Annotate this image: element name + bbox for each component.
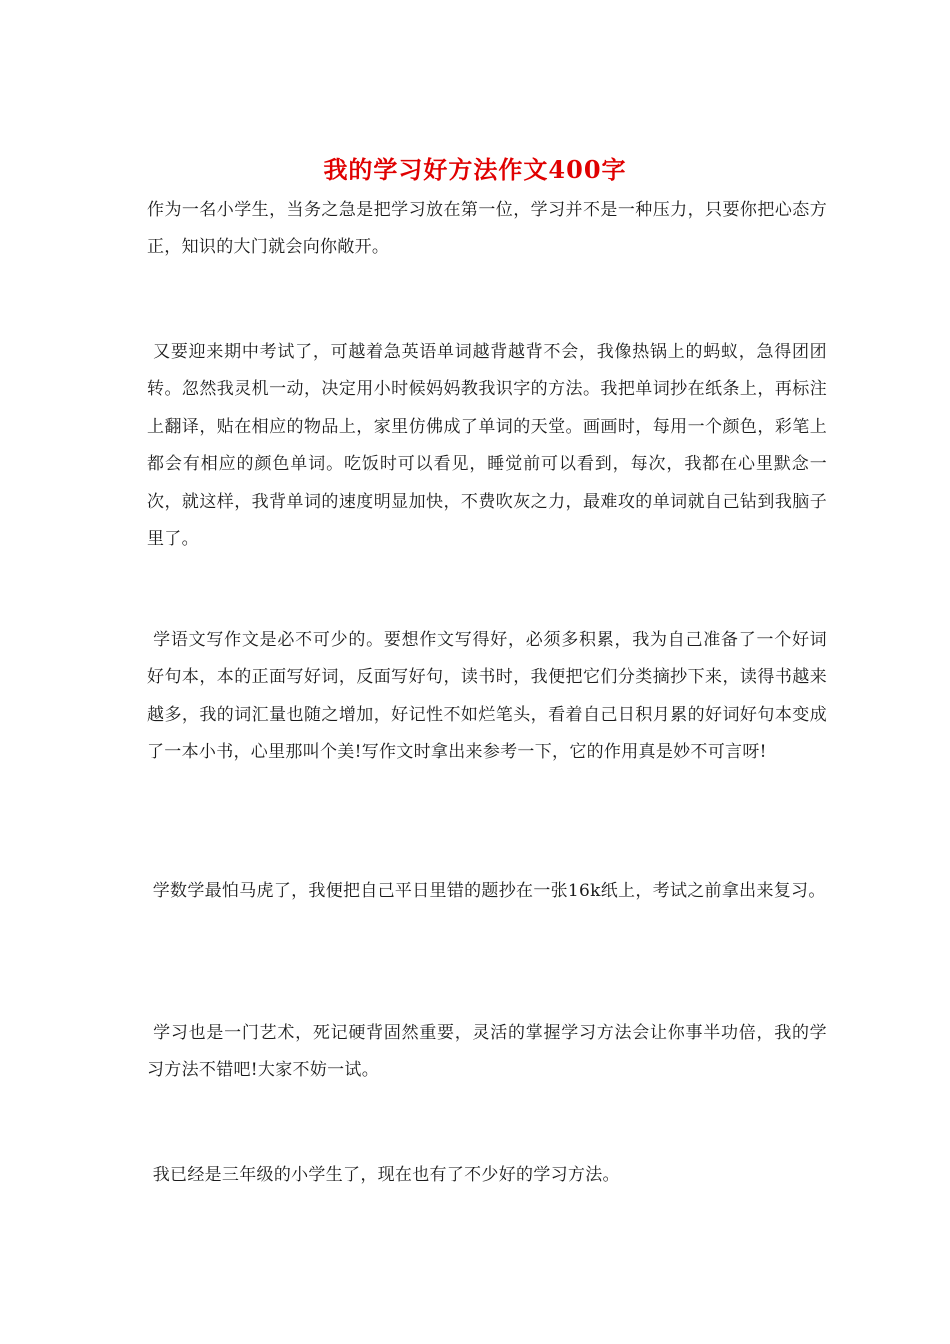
paragraph-intro: 作为一名小学生，当务之急是把学习放在第一位，学习并不是一种压力，只要你把心态方正，知识的大门就会向你敞开。 xyxy=(147,200,827,258)
paragraph-art: 学习也是一门艺术，死记硬背固然重要，灵活的掌握学习方法会让你事半功倍，我的学习方法不错吧!大家不妨一试。 xyxy=(147,1023,827,1081)
paragraph-closing: 我已经是三年级的小学生了，现在也有了不少好的学习方法。 xyxy=(147,1165,620,1185)
paragraph-chinese: 学语文写作文是必不可少的。要想作文写得好，必须多积累，我为自己准备了一个好词好句本，本的正面写好词，反面写好句，读书时，我便把它们分类摘抄下来，读得书越来越多，我的词汇量也随之增加，好记性不如烂笔头，看着自己日积月累的好词好句本变成了一本小书，心里那叫个美!写作文时拿出来参考一下，它的作用真是妙不可言呀! xyxy=(147,630,827,763)
document-title: 我的学习好方法作文400字 xyxy=(323,155,627,184)
paragraph-math: 学数学最怕马虎了，我便把自己平日里错的题抄在一张16k纸上，考试之前拿出来复习。 xyxy=(147,881,826,901)
paragraph-english: 又要迎来期中考试了，可越着急英语单词越背越背不会，我像热锅上的蚂蚁，急得团团转。忽然我灵机一动，决定用小时候妈妈教我识字的方法。我把单词抄在纸条上，再标注上翻译，贴在相应的物品上，家里仿佛成了单词的天堂。画画时，每用一个颜色，彩笔上都会有相应的颜色单词。吃饭时可以看见，睡觉前可以看到，每次，我都在心里默念一次，就这样，我背单词的速度明显加快，不费吹灰之力，最难攻的单词就自己钻到我脑子里了。 xyxy=(147,342,827,550)
